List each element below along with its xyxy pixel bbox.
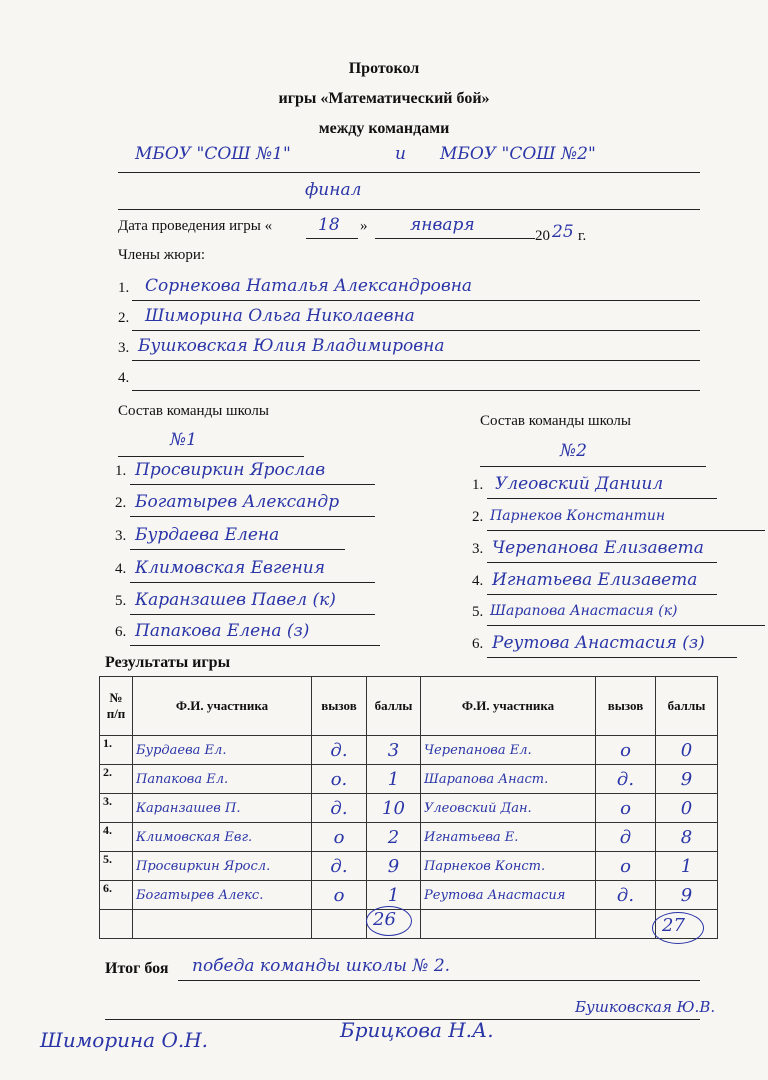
right-num-4: 4. <box>472 573 484 589</box>
jury-num-4: 4. <box>118 370 130 386</box>
outcome-label: Итог боя <box>105 960 169 977</box>
jury-name-1: Сорнекова Наталья Александровна <box>145 276 473 296</box>
left-school: №1 <box>170 430 197 450</box>
table-row <box>100 881 718 910</box>
table-row <box>100 823 718 852</box>
right-line-4 <box>487 594 717 595</box>
date-year-end: г. <box>578 228 587 244</box>
outcome-text: победа команды школы № 2. <box>192 956 451 976</box>
right-member-1: Улеовский Даниил <box>495 474 664 494</box>
header-right-score: баллы <box>656 677 718 736</box>
stage-line <box>118 209 700 210</box>
right-name-cell: Улеовский Дан. <box>421 794 596 823</box>
results-header-row <box>100 677 718 736</box>
right-school: №2 <box>560 441 587 461</box>
jury-line-2 <box>132 330 700 331</box>
left-name-cell: Каранзашев П. <box>133 794 312 823</box>
signature-3: Бушковская Ю.В. <box>575 998 716 1016</box>
right-num-6: 6. <box>472 636 484 652</box>
right-challenge-cell: о <box>596 736 656 765</box>
jury-num-1: 1. <box>118 280 130 296</box>
right-score-cell: 0 <box>656 736 718 765</box>
jury-num-2: 2. <box>118 310 130 326</box>
right-member-5: Шарапова Анастасия (к) <box>490 603 678 619</box>
right-challenge-cell: о <box>596 852 656 881</box>
and-handwritten: и <box>395 144 406 164</box>
left-challenge-cell: д. <box>312 736 367 765</box>
right-line-3 <box>487 562 717 563</box>
header-left-challenge: вызов <box>312 677 367 736</box>
header-left-score: баллы <box>367 677 421 736</box>
left-member-4: Климовская Евгения <box>135 558 325 578</box>
right-challenge-cell: д. <box>596 881 656 910</box>
right-num-5: 5. <box>472 604 484 620</box>
left-member-3: Бурдаева Елена <box>135 525 280 545</box>
empty-cell <box>596 910 656 939</box>
left-name-cell: Богатырев Алекс. <box>133 881 312 910</box>
date-day: 18 <box>318 215 340 235</box>
results-label: Результаты игры <box>105 654 231 671</box>
date-label: Дата проведения игры « <box>118 218 273 234</box>
left-member-2: Богатырев Александр <box>135 492 340 512</box>
header-right-challenge: вызов <box>596 677 656 736</box>
left-score-cell: 1 <box>367 765 421 794</box>
jury-label: Члены жюри: <box>118 247 206 263</box>
right-score-cell: 0 <box>656 794 718 823</box>
right-score-cell: 9 <box>656 765 718 794</box>
row-num: 1. <box>100 736 133 765</box>
left-num-4: 4. <box>115 561 127 577</box>
right-line-1 <box>487 498 717 499</box>
left-member-5: Каранзашев Павел (к) <box>135 590 336 610</box>
right-line-2 <box>487 530 765 531</box>
left-num-6: 6. <box>115 624 127 640</box>
left-challenge-cell: д. <box>312 852 367 881</box>
page-subtitle: игры «Математический бой» <box>278 90 490 107</box>
outcome-line <box>178 980 700 981</box>
signature-1: Шиморина О.Н. <box>40 1028 209 1052</box>
row-num: 2. <box>100 765 133 794</box>
right-challenge-cell: о <box>596 794 656 823</box>
right-name-cell: Игнатьева Е. <box>421 823 596 852</box>
teams-line <box>118 172 700 173</box>
left-name-cell: Папакова Ел. <box>133 765 312 794</box>
right-score-cell: 1 <box>656 852 718 881</box>
right-num-1: 1. <box>472 477 484 493</box>
row-num: 6. <box>100 881 133 910</box>
team2-handwritten: МБОУ "СОШ №2" <box>440 144 596 164</box>
jury-name-2: Шиморина Ольга Николаевна <box>145 306 415 326</box>
jury-line-4 <box>132 390 700 391</box>
right-member-3: Черепанова Елизавета <box>492 538 704 558</box>
left-line-5 <box>130 614 375 615</box>
left-line-3 <box>130 549 345 550</box>
date-month-line <box>375 238 535 239</box>
empty-cell <box>133 910 312 939</box>
left-team-label: Состав команды школы <box>118 403 269 419</box>
right-name-cell: Черепанова Ел. <box>421 736 596 765</box>
left-challenge-cell: о <box>312 881 367 910</box>
left-num-5: 5. <box>115 593 127 609</box>
row-num: 5. <box>100 852 133 881</box>
left-score-cell: 1 <box>367 881 421 910</box>
total-right: 27 <box>662 915 685 936</box>
left-score-cell: 9 <box>367 852 421 881</box>
jury-name-3: Бушковская Юлия Владимировна <box>138 336 445 356</box>
left-challenge-cell: о. <box>312 765 367 794</box>
right-team-label: Состав команды школы <box>480 413 631 429</box>
right-school-line <box>480 466 706 467</box>
right-line-5 <box>487 625 765 626</box>
left-school-line <box>118 456 304 457</box>
jury-line-1 <box>132 300 700 301</box>
left-score-cell: 3 <box>367 736 421 765</box>
empty-cell <box>312 910 367 939</box>
right-name-cell: Шарапова Анаст. <box>421 765 596 794</box>
header-num: № п/п <box>100 677 133 736</box>
right-line-6 <box>487 657 737 658</box>
header-left-fio: Ф.И. участника <box>133 677 312 736</box>
row-num: 3. <box>100 794 133 823</box>
right-name-cell: Реутова Анастасия <box>421 881 596 910</box>
jury-num-3: 3. <box>118 340 130 356</box>
team1-handwritten: МБОУ "СОШ №1" <box>135 144 291 164</box>
right-score-cell: 8 <box>656 823 718 852</box>
date-day-line <box>306 238 358 239</box>
left-challenge-cell: о <box>312 823 367 852</box>
stage-handwritten: финал <box>305 180 362 200</box>
header-right-fio: Ф.И. участника <box>421 677 596 736</box>
signature-2: Брицкова Н.А. <box>340 1018 494 1042</box>
jury-line-3 <box>132 360 700 361</box>
left-line-2 <box>130 516 375 517</box>
row-num: 4. <box>100 823 133 852</box>
right-challenge-cell: д <box>596 823 656 852</box>
right-score-cell: 9 <box>656 881 718 910</box>
right-member-6: Реутова Анастасия (з) <box>492 633 705 653</box>
page-title: Протокол <box>348 60 420 77</box>
left-num-3: 3. <box>115 528 127 544</box>
empty-cell <box>421 910 596 939</box>
left-line-4 <box>130 582 375 583</box>
right-challenge-cell: д. <box>596 765 656 794</box>
total-left: 26 <box>373 909 396 930</box>
results-table <box>99 676 718 939</box>
left-member-6: Папакова Елена (з) <box>135 621 310 641</box>
left-name-cell: Бурдаева Ел. <box>133 736 312 765</box>
left-challenge-cell: д. <box>312 794 367 823</box>
date-mid: » <box>360 218 368 234</box>
left-member-1: Просвиркин Ярослав <box>135 460 326 480</box>
left-line-6 <box>130 645 380 646</box>
date-year-suffix: 25 <box>552 222 574 242</box>
left-name-cell: Просвиркин Яросл. <box>133 852 312 881</box>
left-num-1: 1. <box>115 463 127 479</box>
left-score-cell: 10 <box>367 794 421 823</box>
left-name-cell: Климовская Евг. <box>133 823 312 852</box>
right-num-2: 2. <box>472 509 484 525</box>
table-row <box>100 794 718 823</box>
right-member-4: Игнатьева Елизавета <box>492 570 698 590</box>
table-row <box>100 736 718 765</box>
table-row <box>100 852 718 881</box>
table-row <box>100 765 718 794</box>
left-line-1 <box>130 484 375 485</box>
right-num-3: 3. <box>472 541 484 557</box>
date-month: января <box>410 215 475 235</box>
right-member-2: Парнеков Константин <box>490 508 666 524</box>
left-score-cell: 2 <box>367 823 421 852</box>
empty-cell <box>100 910 133 939</box>
date-year-prefix: 20 <box>535 228 550 244</box>
left-num-2: 2. <box>115 495 127 511</box>
right-name-cell: Парнеков Конст. <box>421 852 596 881</box>
between-label: между командами <box>318 120 450 137</box>
